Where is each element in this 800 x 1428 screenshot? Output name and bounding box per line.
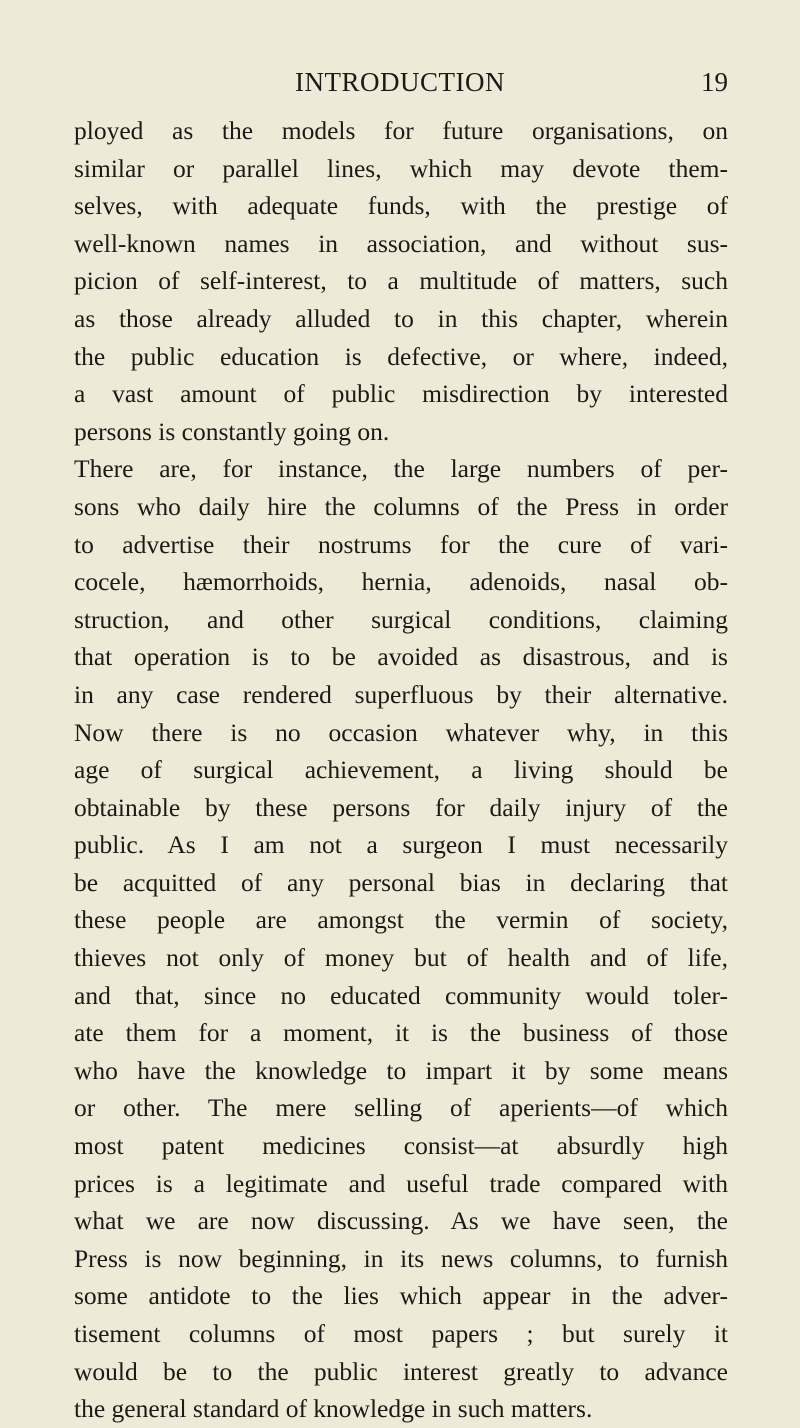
text-line: thieves not only of money but of health and of life, — [74, 943, 728, 973]
text-line: these people are amongst the vermin of society, — [74, 905, 728, 935]
text-line: the public education is defective, or where, indeed, — [74, 341, 728, 371]
text-line: struction, and other surgical conditions, claiming — [74, 604, 728, 634]
text-line: obtainable by these persons for daily injury of the — [74, 792, 728, 822]
body-text — [0, 112, 800, 1428]
text-line: ployed as the models for future organisations, on — [74, 116, 728, 145]
text-line: well-known names in association, and without sus- — [74, 228, 728, 258]
text-line: picion of self-interest, to a multitude of matters, such — [74, 266, 728, 296]
text-line: persons is constantly going on. — [74, 416, 390, 446]
text-line: cocele, hæmorrhoids, hernia, adenoids, nasal ob- — [74, 567, 728, 597]
text-line: and that, since no educated community would toler- — [74, 980, 728, 1010]
text-line: some antidote to the lies which appear in the adver- — [74, 1281, 728, 1311]
text-line: similar or parallel lines, which may devote them- — [74, 153, 728, 183]
text-line: public. As I am not a surgeon I must necessarily — [74, 830, 728, 860]
text-line: Now there is no occasion whatever why, in this — [74, 717, 728, 747]
text-line: in any case rendered superfluous by their alternative. — [74, 679, 728, 709]
text-line: tisement columns of most papers ; but surely it — [74, 1319, 728, 1348]
text-line: There are, for instance, the large numbers of per- — [74, 454, 728, 484]
text-line: sons who daily hire the columns of the Press in order — [74, 491, 728, 521]
page-number: 19 — [701, 67, 728, 97]
text-line: age of surgical achievement, a living should be — [74, 755, 728, 785]
text-line: be acquitted of any personal bias in declaring that — [74, 867, 728, 897]
text-line: what we are now discussing. As we have seen, the — [74, 1206, 728, 1236]
text-line: the general standard of knowledge in such matters. — [74, 1394, 593, 1424]
running-title: INTRODUCTION — [295, 67, 505, 97]
page-header — [0, 64, 800, 104]
text-line: that operation is to be avoided as disastrous, and is — [74, 642, 728, 672]
text-line: who have the knowledge to impart it by some means — [74, 1055, 728, 1085]
text-line: Press is now beginning, in its news columns, to furnish — [74, 1243, 728, 1273]
text-line: prices is a legitimate and useful trade compared with — [74, 1168, 728, 1198]
text-line: selves, with adequate funds, with the prestige of — [74, 191, 728, 221]
text-line: to advertise their nostrums for the cure of vari- — [74, 529, 728, 559]
text-line: most patent medicines consist—at absurdly high — [74, 1131, 728, 1161]
text-line: as those already alluded to in this chapter, wherein — [74, 303, 728, 333]
text-line: would be to the public interest greatly to advance — [74, 1356, 728, 1386]
text-line: ate them for a moment, it is the business of those — [74, 1018, 728, 1048]
text-line: or other. The mere selling of aperients—of which — [74, 1093, 728, 1123]
text-line: a vast amount of public misdirection by interested — [74, 379, 728, 409]
